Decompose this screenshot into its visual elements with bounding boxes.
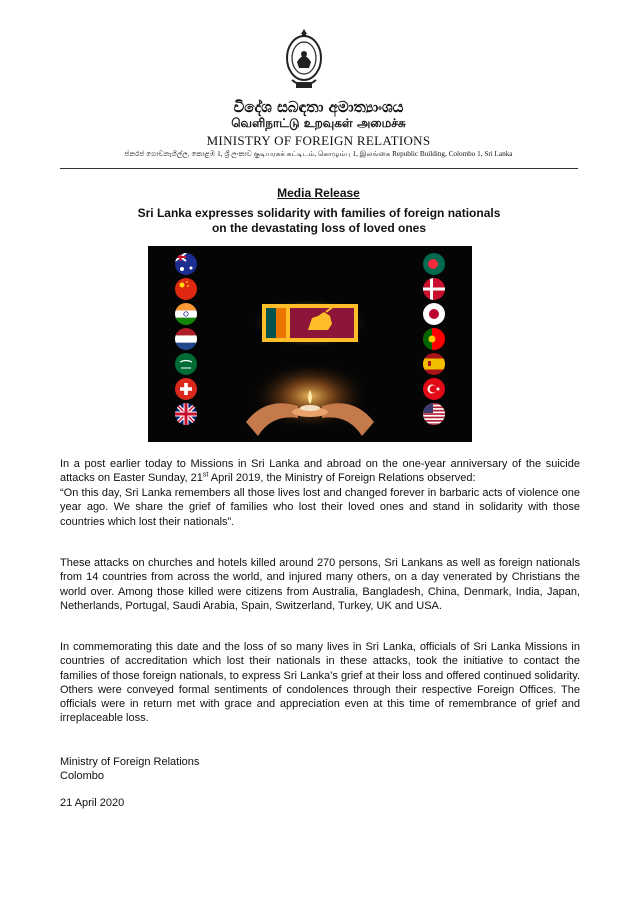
media-release-label: Media Release [277,186,360,200]
paragraph-4: In commemorating this date and the loss of so many lives in Sri Lanka, officials of Sri Lanka Missions in countries of accreditation which lost their nationals in these attacks, took the initiative to contact the families of those foreign nationals, to express Sri Lanka’s grief at their loss and offered continued solidarity. Others were conveyed formal sentiments of condolences through their respective Foreign Offices. The officials were in return met with grace and appreciation even at this time of remembrance of grief and irreplaceable loss. [60,641,580,725]
switzerland-flag-icon [175,378,197,400]
paragraph-3: These attacks on churches and hotels killed around 270 persons, Sri Lankans as well as foreign nationals from 14 countries from across the world, and injured many others, on a day venerated by Christians the world over. Among those killed were citizens from Australia, Bangladesh, China, Denmark, India, Japan, Netherlands, Portugal, Saudi Arabia, Spain, Switzerland, Turkey, UK and USA. [60,557,580,612]
paragraph-1-text-b: April 2019, the Ministry of Foreign Relations observed: [208,472,476,485]
release-title-line-1: Sri Lanka expresses solidarity with families of foreign nationals [137,206,501,220]
paragraph-1-text-a: In a post earlier today to Missions in Sri Lanka and abroad on the one-year anniversary of the suicide attacks on Easter Sunday, 21 [60,458,580,485]
saudi-arabia-flag-icon [175,353,197,375]
china-flag-icon [175,278,197,300]
ministry-name-english: MINISTRY OF FOREIGN RELATIONS [206,133,431,148]
ministry-name-tamil: வெளிநாட்டு உறவுகள் அமைச்சு [231,116,406,130]
header-divider [60,168,578,169]
solidarity-photo [148,246,472,442]
spain-flag-icon [423,353,445,375]
signature-block [60,755,199,784]
bangladesh-flag-icon [423,253,445,275]
denmark-flag-icon [423,278,445,300]
ministry-address: ජනරජ ගොඩනැගිල්ල, කොළඹ 1, ශ්‍රී ලංකාව குடியரசுக் கட்டிடம், கொழும்பு 1, இலங்கை Republic Building, Colombo 1, Sri Lanka [124,150,513,158]
sri-lanka-flag-icon [262,304,358,342]
uk-flag-icon [175,403,197,425]
japan-flag-icon [423,303,445,325]
australia-flag-icon [175,253,197,275]
release-date: 21 April 2020 [60,797,125,809]
ministry-name-sinhala: විදේශ සබඳතා අමාත්‍යාංශය [233,98,404,116]
paragraph-2-quote: “On this day, Sri Lanka remembers all those lives lost and changed forever in barbaric acts of violence one year ago. We share the grief of families who lost their loved ones and stand in solidarity with those countries which lost their nationals”. [60,487,580,528]
sri-lanka-emblem-icon [284,28,324,92]
paragraph-1-ordinal: st [202,471,209,479]
release-title [60,206,578,236]
release-title-line-2: on the devastating loss of loved ones [211,221,427,235]
usa-flag-icon [423,403,445,425]
signature-city: Colombo [60,770,105,783]
portugal-flag-icon [423,328,445,350]
signature-ministry: Ministry of Foreign Relations [60,756,200,768]
paragraph-1 [60,457,580,486]
turkey-flag-icon [423,378,445,400]
